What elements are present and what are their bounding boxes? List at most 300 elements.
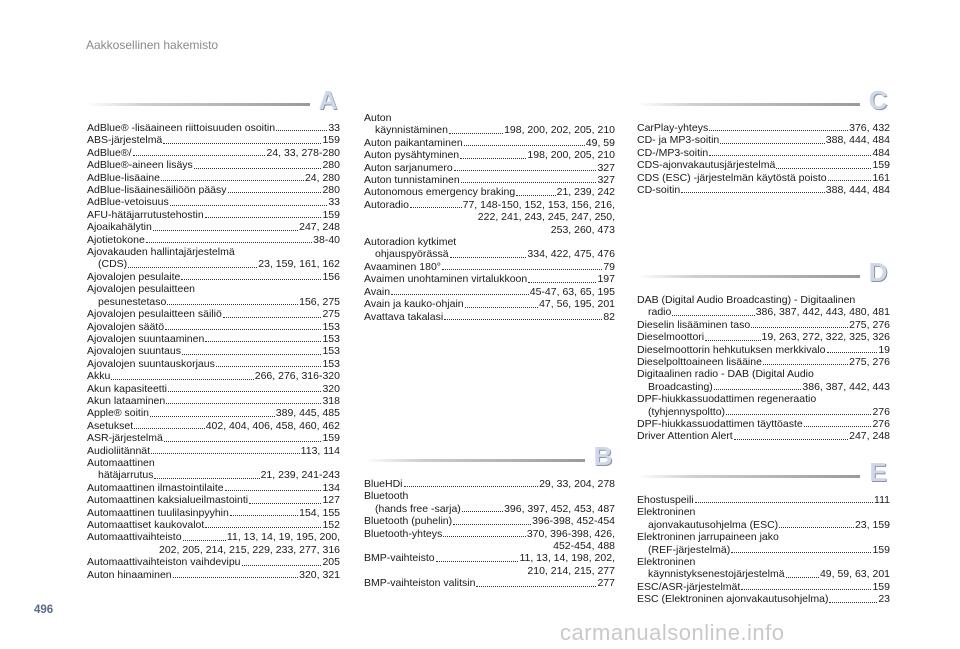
index-entry-term: (CDS) (98, 258, 128, 271)
section-letter-band (87, 86, 340, 116)
dot-leader (228, 192, 322, 193)
index-entry-row (87, 358, 340, 370)
index-entry-heading: Autoradion kytkimet (364, 236, 457, 249)
index-entry-row (87, 383, 340, 395)
index-entry-term: ajonvakautusohjelma (ESC) (648, 518, 779, 531)
index-entry-row (87, 407, 340, 419)
dot-leader (404, 486, 539, 487)
index-entry-term: Autonomous emergency braking (364, 186, 516, 199)
index-entry-term: Auton paikantaminen (364, 136, 463, 149)
index-entry (364, 478, 615, 490)
index-entry-row (364, 162, 615, 174)
index-section (637, 458, 890, 606)
index-entry-pages: 205 (322, 556, 340, 569)
dot-leader (242, 565, 322, 566)
index-entry (637, 494, 890, 506)
section-divider (637, 275, 860, 278)
dot-leader (731, 552, 871, 553)
index-entry-row (87, 569, 340, 581)
dot-leader (476, 586, 596, 587)
index-entry-row (637, 568, 890, 580)
index-entry (87, 407, 340, 419)
index-entry (87, 445, 340, 457)
index-entry (87, 134, 340, 146)
index-entry-row (87, 494, 340, 506)
section-letter-band (637, 86, 890, 116)
index-entry-term: Automaattinen ilmastointilaite (87, 481, 224, 494)
index-entry-term: ABS-järjestelmä (87, 134, 163, 147)
dot-leader (216, 366, 322, 367)
index-entry-heading: Auton (364, 112, 392, 124)
index-entry (637, 531, 890, 556)
index-entry-pages: 276 (872, 418, 890, 431)
index-entry (637, 331, 890, 343)
dot-leader (164, 441, 322, 442)
index-entry-row (637, 593, 890, 605)
index-entry-row (364, 577, 615, 589)
index-entry-pages: 327 (597, 174, 615, 187)
index-entry-row (364, 261, 615, 273)
dot-leader (528, 282, 596, 283)
index-entry (87, 519, 340, 531)
index-entry (87, 321, 340, 333)
index-entry-row (87, 271, 340, 283)
index-entry-term: Autoradio (364, 198, 409, 211)
index-entry-term: (tyhjennyspoltto) (648, 405, 726, 418)
index-entry-term: BMP-vaihteisto (364, 552, 435, 565)
index-entry-pages: 19 (878, 343, 890, 356)
dot-leader (205, 527, 321, 528)
index-entry-heading: Digitaalinen radio - DAB (Digital Audio (637, 368, 814, 381)
index-entry-pages: 327 (597, 161, 615, 174)
index-entry (87, 345, 340, 357)
index-entry (364, 552, 615, 577)
index-entry-pages: 45-47, 63, 65, 195 (529, 285, 615, 298)
index-entry-pages: 389, 445, 485 (275, 407, 340, 420)
dot-leader (827, 352, 878, 353)
index-entry (87, 246, 340, 271)
index-entry-term: Automaattivaihteisto (87, 531, 182, 544)
index-entry-term: Auton pysähtyminen (364, 149, 460, 162)
index-entry-term: AdBlue-lisäainesäiliöön pääsy (87, 184, 227, 197)
index-entry (87, 184, 340, 196)
dot-leader (516, 195, 555, 196)
index-entry-row (87, 420, 340, 432)
index-entry (364, 311, 615, 323)
index-entry-term: Avaaminen 180° (364, 260, 441, 273)
index-section (87, 86, 340, 581)
index-entry-list (87, 122, 340, 581)
index-entry-pages: 396, 397, 452, 453, 487 (504, 502, 615, 515)
dot-leader (454, 170, 597, 171)
dot-leader (444, 319, 602, 320)
index-entry (364, 162, 615, 174)
index-entry-pages: 198, 200, 202, 205, 210 (504, 124, 615, 137)
index-entry-term: ESC (Elektroninen ajonvakautusohjelma) (637, 593, 829, 606)
dot-leader (720, 143, 824, 144)
index-entry (364, 112, 615, 137)
index-entry-row (87, 333, 340, 345)
index-entry (637, 344, 890, 356)
dot-leader (779, 527, 854, 528)
index-entry-pages: 47, 56, 195, 201 (539, 298, 615, 311)
index-entry-row (87, 258, 340, 270)
index-entry-pages-continued: 222, 241, 243, 245, 247, 250, (477, 211, 615, 224)
index-entry-term: CDS (ESC) -järjestelmän käytöstä poisto (637, 171, 827, 184)
index-entry-pages: 33 (328, 196, 340, 209)
dot-leader (223, 317, 322, 318)
index-entry-list (637, 122, 890, 196)
index-entry (637, 184, 890, 196)
index-entry-row (87, 395, 340, 407)
index-entry-row (637, 159, 890, 171)
index-entry (637, 418, 890, 430)
index-entry-term: käynnistyksenestojärjestelmä (648, 568, 785, 581)
index-entry-pages: 156, 275 (299, 295, 340, 308)
dot-leader (128, 267, 257, 268)
index-entry-term: Avain (364, 285, 391, 298)
index-entry-term: Akku (87, 370, 111, 383)
index-entry-pages: 275, 276 (849, 356, 890, 369)
index-entry-pages: 280 (322, 184, 340, 197)
index-entry-term: CarPlay-yhteys (637, 122, 709, 134)
index-entry-term: Dieselin lisääminen taso (637, 318, 751, 331)
index-entry-term: CD- ja MP3-soitin (637, 134, 720, 147)
index-entry-term: CDS-ajonvakautusjärjestelmä (637, 159, 776, 172)
index-entry (87, 569, 340, 581)
dot-leader (230, 515, 298, 516)
index-entry (87, 172, 340, 184)
dot-leader (163, 143, 321, 144)
index-entry-pages: 11, 13, 14, 19, 195, 200, (226, 531, 340, 544)
index-entry (87, 122, 340, 134)
index-entry-list (637, 294, 890, 443)
index-entry-term: Dieselmoottorin hehkutuksen merkkivalo (637, 343, 826, 356)
index-entry-pages: 49, 59 (585, 136, 615, 149)
index-entry-pages: 370, 396-398, 426, (526, 527, 615, 540)
index-entry-pages: 159 (322, 432, 340, 445)
index-entry-row (87, 234, 340, 246)
index-entry-pages: 247, 248 (299, 221, 340, 234)
dot-leader (449, 133, 503, 134)
index-entry-row (637, 418, 890, 430)
index-entry-row (364, 478, 615, 490)
dot-leader (462, 511, 503, 512)
index-entry-pages-continued: 452-454, 488 (553, 540, 615, 553)
dot-leader (776, 168, 871, 169)
index-entry (87, 221, 340, 233)
index-entry-pages: 318 (322, 394, 340, 407)
index-entry-row (87, 445, 340, 457)
index-entry-term: Automaattiset kaukovalot (87, 519, 205, 531)
dot-leader (167, 304, 298, 305)
section-letter: A (318, 85, 338, 115)
index-entry-pages: 277 (597, 577, 615, 590)
index-entry-term: AdBlue-lisäaine (87, 171, 160, 184)
index-entry-row (87, 531, 340, 543)
index-entry-term: AdBlue®-aineen lisäys (87, 159, 193, 172)
index-entry-row (637, 172, 890, 184)
index-entry-row (364, 149, 615, 161)
index-entry-term: Driver Attention Alert (637, 430, 733, 443)
index-entry-term: AFU-hätäjarrutustehostin (87, 208, 204, 221)
index-entry-pages: 153 (322, 320, 340, 333)
dot-leader (443, 536, 526, 537)
dot-leader (181, 279, 321, 280)
index-entry-heading: Elektroninen (637, 506, 696, 519)
index-entry-pages: 396-398, 452-454 (532, 515, 615, 528)
index-entry-list (364, 478, 615, 590)
index-section (637, 258, 890, 443)
index-entry-term: ESC/ASR-järjestelmät (637, 580, 741, 593)
index-entry-pages: 247, 248 (849, 430, 890, 443)
index-entry-row (637, 406, 890, 418)
index-entry-row (87, 345, 340, 357)
index-entry-row (364, 248, 615, 260)
index-entry-pages: 24, 33, 278-280 (266, 146, 340, 159)
index-entry-row (364, 124, 615, 136)
index-entry-pages: 127 (322, 494, 340, 507)
index-entry (87, 196, 340, 208)
index-entry (87, 556, 340, 568)
index-entry (637, 506, 890, 531)
index-entry-term: Avain ja kauko-ohjain (364, 298, 464, 311)
index-entry-pages: 23, 159, 161, 162 (258, 258, 340, 271)
index-entry-term: ohjauspyörässä (375, 248, 449, 261)
index-entry-pages: 280 (322, 159, 340, 172)
index-entry-row (87, 209, 340, 221)
index-entry (87, 494, 340, 506)
dot-leader (672, 315, 754, 316)
index-entry-pages: 113, 114 (300, 444, 340, 457)
index-entry-term: Dieselmoottori (637, 331, 705, 344)
index-entry (364, 298, 615, 310)
index-entry (87, 358, 340, 370)
index-entry-pages: 388, 444, 484 (825, 134, 890, 147)
index-entry-pages: 24, 280 (304, 171, 340, 184)
index-entry-pages: 153 (322, 345, 340, 358)
index-entry (87, 333, 340, 345)
dot-leader (194, 168, 322, 169)
section-divider (637, 475, 860, 478)
dot-leader (153, 230, 298, 231)
dot-leader (734, 439, 848, 440)
dot-leader (133, 155, 266, 156)
index-entry (364, 137, 615, 149)
index-entry-row (87, 432, 340, 444)
index-entry-row (637, 331, 890, 343)
index-entry-term: AdBlue®/ (87, 146, 132, 159)
index-entry (87, 234, 340, 246)
dot-leader (146, 242, 312, 243)
index-entry (364, 236, 615, 261)
index-entry-heading: Elektroninen (637, 556, 696, 569)
section-letter: E (869, 457, 887, 487)
index-entry-row (637, 430, 890, 442)
index-entry-pages: 376, 432 (849, 122, 890, 134)
index-entry-pages: 197 (597, 273, 615, 286)
index-entry-row (87, 519, 340, 531)
index-entry (87, 420, 340, 432)
index-entry-pages: 198, 200, 205, 210 (527, 149, 615, 162)
dot-leader (751, 327, 848, 328)
page-header-title: Aakkosellinen hakemisto (86, 38, 219, 52)
index-entry-pages: 82 (603, 310, 615, 323)
index-entry-row (364, 311, 615, 323)
index-section (364, 112, 615, 323)
index-entry (637, 122, 890, 134)
index-entry-pages: 154, 155 (299, 506, 340, 519)
dot-leader (154, 478, 259, 479)
index-entry-row (87, 122, 340, 134)
dot-leader (161, 180, 304, 181)
index-entry-row (87, 469, 340, 481)
index-entry-row (364, 199, 615, 211)
index-entry-term: Dieselpolttoaineen lisääine (637, 356, 762, 369)
index-entry-term: AdBlue-vetoisuus (87, 196, 169, 209)
index-entry-pages: 386, 387, 442, 443, 480, 481 (755, 306, 890, 319)
index-entry-pages: 159 (872, 580, 890, 593)
index-entry-term: AdBlue® -lisäaineen riittoisuuden osoitin (87, 122, 276, 134)
index-entry-term: Auton sarjanumero (364, 161, 453, 174)
index-entry (87, 531, 340, 556)
dot-leader (763, 364, 848, 365)
index-entry-term: Bluetooth (puhelin) (364, 515, 453, 528)
index-entry-pages: 276 (872, 405, 890, 418)
index-entry (637, 356, 890, 368)
index-entry-term: Apple® soitin (87, 407, 150, 420)
index-entry (637, 319, 890, 331)
index-entry-term: Bluetooth-yhteys (364, 527, 443, 540)
index-entry-term: Ajovalojen pesulaite (87, 270, 181, 283)
section-letter: B (593, 441, 613, 471)
index-entry-row (637, 344, 890, 356)
index-entry-pages: 275, 276 (849, 318, 890, 331)
index-entry-term: Avattava takalasi (364, 310, 444, 323)
index-entry-row (364, 174, 615, 186)
dot-leader (183, 540, 226, 541)
index-entry (87, 395, 340, 407)
index-entry-pages: 161 (872, 171, 890, 184)
dot-leader (709, 155, 871, 156)
index-entry-heading: DAB (Digital Audio Broadcasting) - Digitaalinen (637, 294, 856, 306)
dot-leader (705, 340, 760, 341)
index-entry-row (87, 184, 340, 196)
index-entry-pages: 159 (872, 159, 890, 172)
index-entry-row (364, 503, 615, 515)
index-entry-term: CD-/MP3-soitin (637, 146, 709, 159)
dot-leader (453, 524, 531, 525)
index-entry-pages: 159 (322, 134, 340, 147)
index-entry (87, 507, 340, 519)
dot-leader (182, 354, 321, 355)
index-entry-pages: 156 (322, 270, 340, 283)
index-entry-term: Ehostuspeili (637, 494, 694, 506)
index-entry-row (637, 184, 890, 196)
index-entry-heading: Bluetooth (364, 490, 409, 503)
index-entry-row (87, 308, 340, 320)
dot-leader (150, 416, 275, 417)
index-entry-row (364, 298, 615, 310)
index-entry-term: käynnistäminen (375, 124, 448, 137)
index-entry-term: Automaattivaihteiston vaihdevipu (87, 556, 241, 569)
index-entry-pages: 402, 404, 406, 458, 460, 462 (205, 419, 340, 432)
index-entry-row (364, 552, 615, 564)
index-entry-pages: 320 (322, 382, 340, 395)
index-entry-term: Akun kapasiteetti (87, 382, 167, 395)
index-entry-row (87, 556, 340, 568)
index-entry-row (364, 515, 615, 527)
index-entry-row (87, 159, 340, 171)
index-entry-pages: 79 (603, 260, 615, 273)
dot-leader (442, 269, 602, 270)
index-entry-row (87, 370, 340, 382)
dot-leader (391, 294, 529, 295)
index-entry (637, 393, 890, 418)
index-entry-row (637, 306, 890, 318)
index-entry-pages: 266, 276, 316-320 (254, 370, 340, 383)
index-entry-pages-continued: 202, 205, 214, 215, 229, 233, 277, 316 (159, 543, 340, 556)
dot-leader (714, 389, 802, 390)
index-entry-term: Broadcasting) (648, 380, 713, 393)
dot-leader (168, 391, 322, 392)
index-entry-pages: 23 (878, 593, 890, 606)
index-entry-heading: DPF-hiukkassuodattimen regeneraatio (637, 393, 817, 406)
index-entry-pages: 159 (872, 543, 890, 556)
index-entry-term: Ajotietokone (87, 233, 145, 246)
index-entry-row (637, 147, 890, 159)
index-entry (364, 515, 615, 527)
dot-leader (460, 158, 526, 159)
section-letter: C (868, 85, 888, 115)
dot-leader (829, 602, 877, 603)
index-entry-row (637, 319, 890, 331)
index-entry-term: Asetukset (87, 419, 134, 432)
dot-leader (173, 577, 298, 578)
index-entry (364, 286, 615, 298)
index-entry-pages: 111 (874, 494, 890, 506)
section-divider (364, 459, 585, 462)
index-entry-pages: 33 (328, 122, 340, 134)
index-entry-pages: 334, 422, 475, 476 (527, 248, 615, 261)
index-entry-heading: Elektroninen jarrupaineen jako (637, 531, 779, 544)
index-entry (637, 147, 890, 159)
index-entry-row (364, 286, 615, 298)
index-entry-term: Automaattinen kaksialueilmastointi (87, 494, 249, 507)
index-entry-pages: 275 (322, 308, 340, 321)
index-entry-pages: 134 (322, 481, 340, 494)
index-entry-row (364, 273, 615, 285)
index-entry (637, 556, 890, 581)
index-entry-row (87, 482, 340, 494)
index-entry-heading: Ajovalojen pesulaitteen (87, 283, 195, 296)
index-entry (637, 593, 890, 605)
index-entry-row (637, 494, 890, 506)
dot-leader (166, 403, 321, 404)
index-entry (87, 482, 340, 494)
index-entry-pages: 152 (322, 519, 340, 531)
index-entry (87, 209, 340, 221)
index-entry (637, 581, 890, 593)
index-entry (364, 199, 615, 236)
index-entry-pages: 153 (322, 332, 340, 345)
dot-leader (205, 341, 321, 342)
index-entry (87, 147, 340, 159)
index-section (637, 86, 890, 196)
index-entry-row (364, 528, 615, 540)
index-entry-term: (REF-järjestelmä) (648, 543, 731, 556)
index-entry (637, 368, 890, 393)
